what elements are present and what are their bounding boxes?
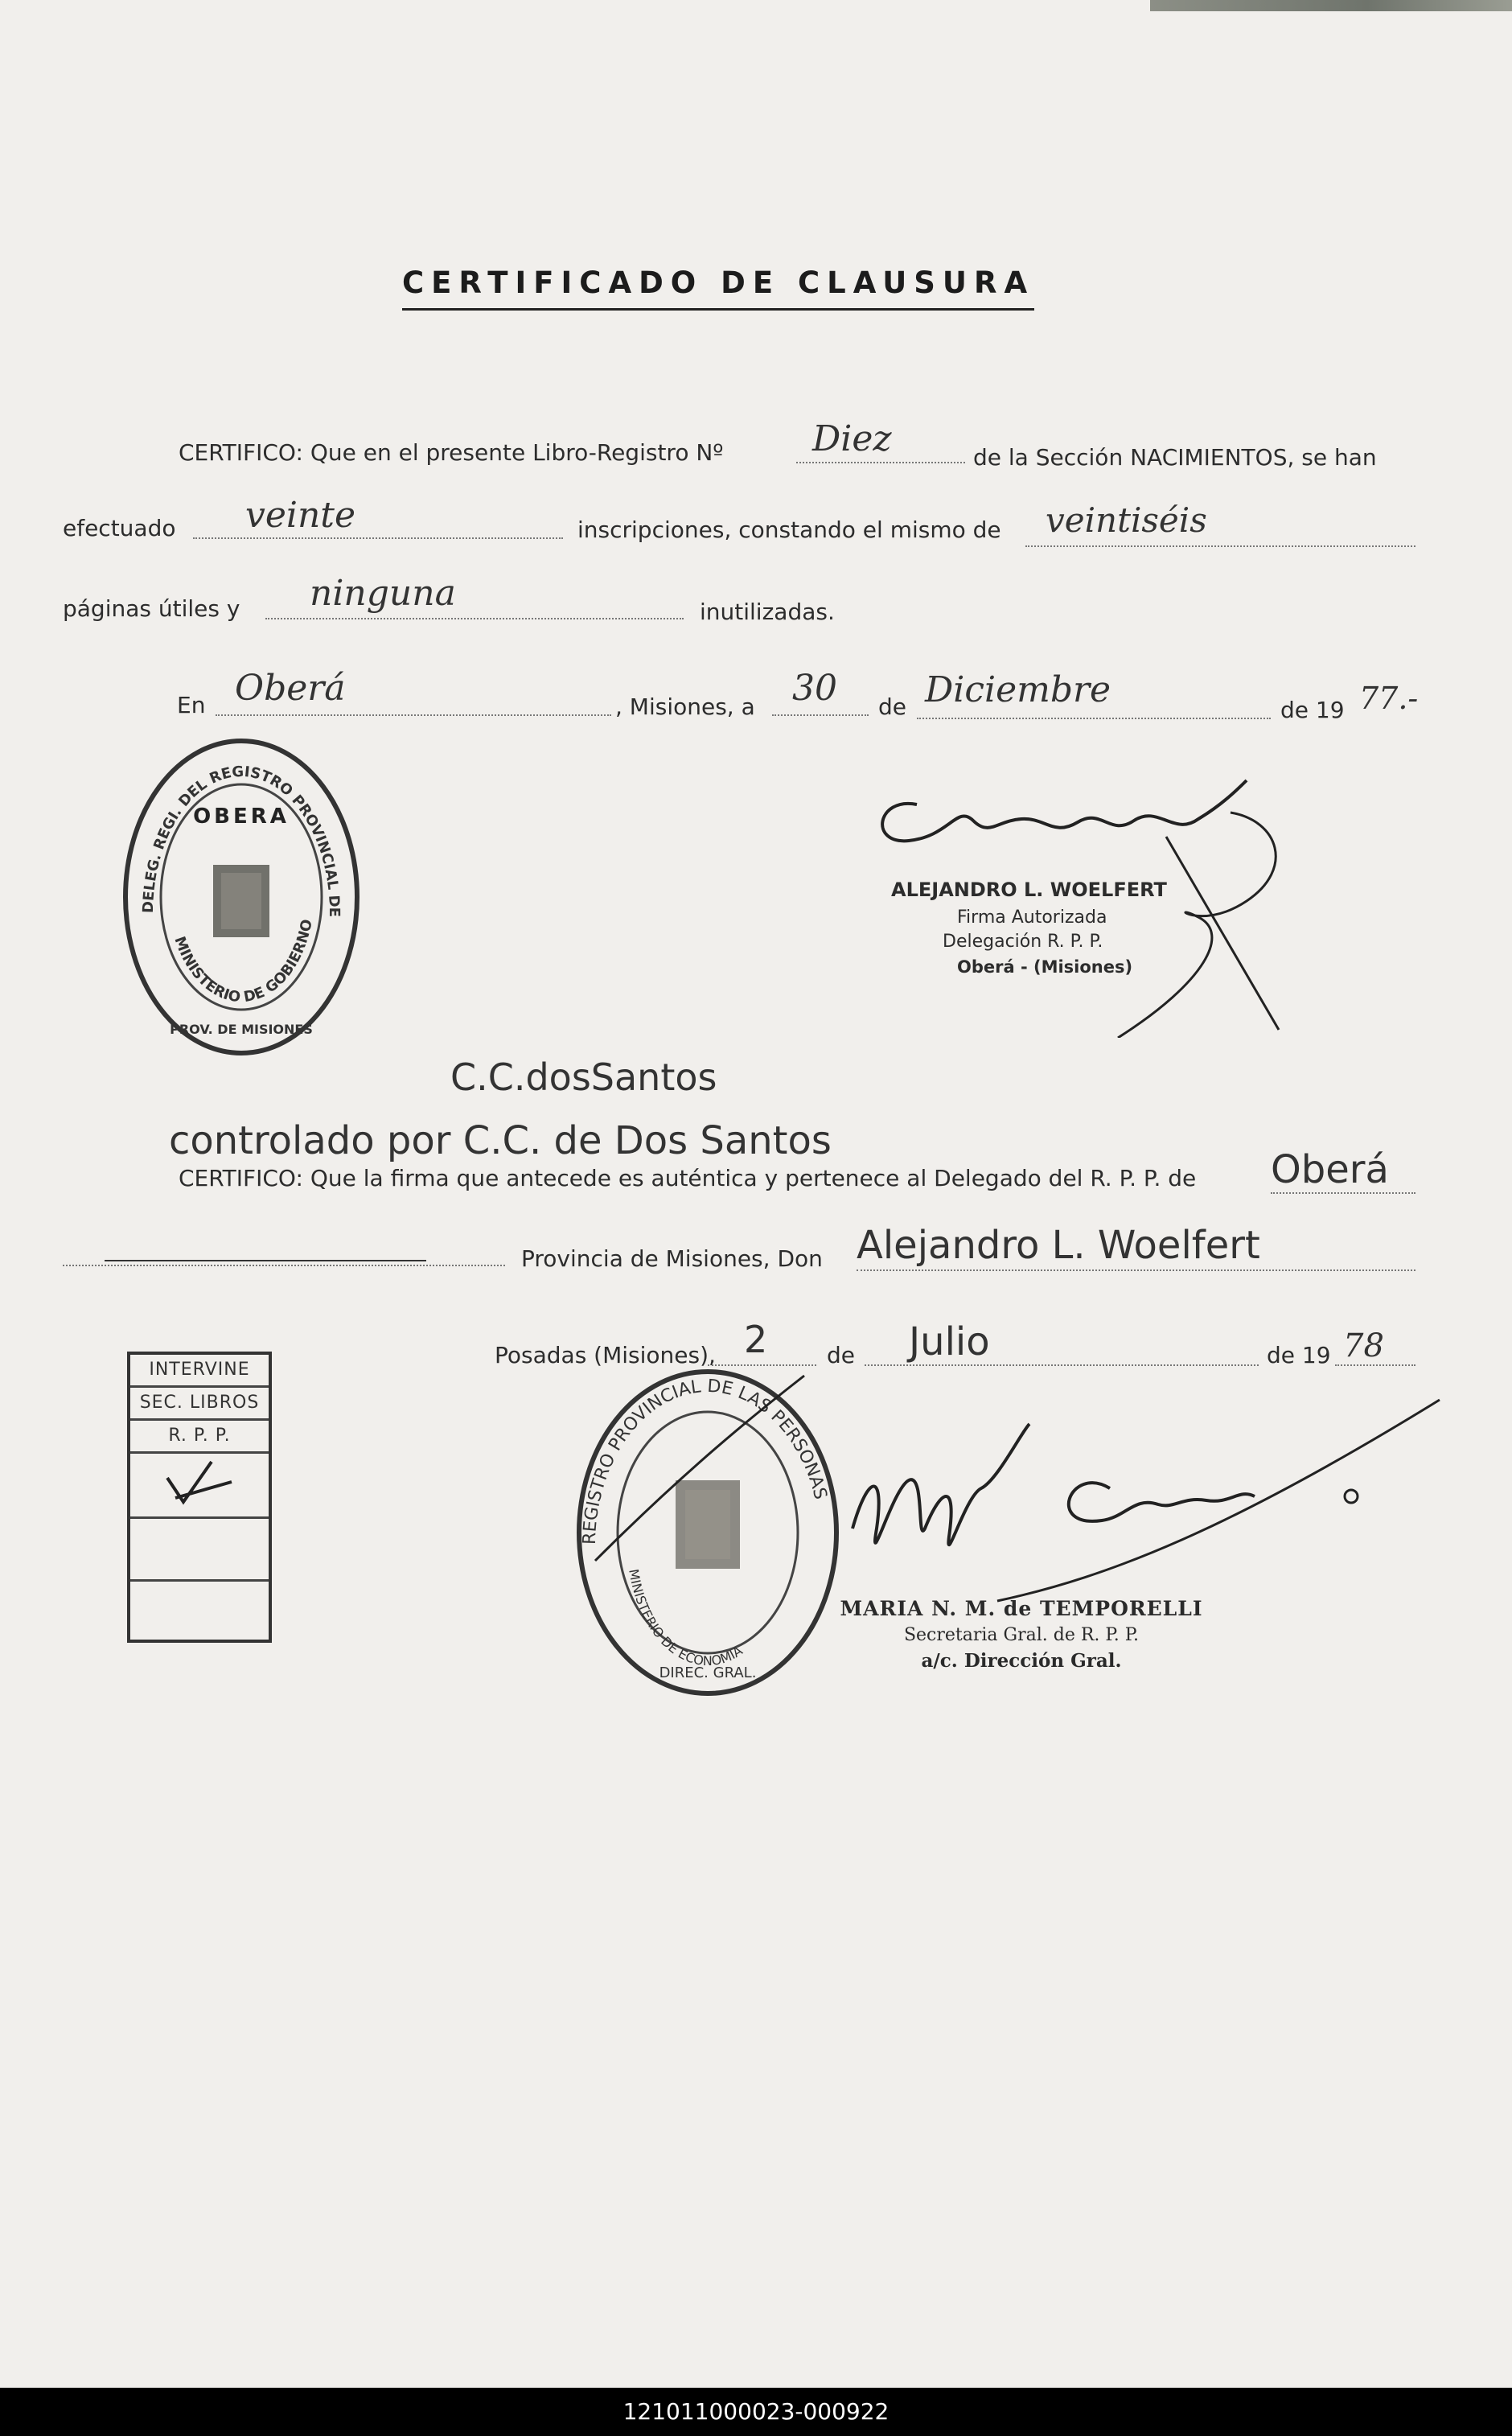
obera-seal-outer-text: DELEG. REGI. DEL REGISTRO PROVINCIAL DE (139, 763, 343, 918)
second-signatory-role: Secretaria Gral. de R. P. P. (903, 1625, 1140, 1645)
controlled-annotation: controlado por C.C. de Dos Santos (169, 1118, 832, 1163)
cert2-de-1: de (827, 1342, 855, 1368)
cert2-year-prefix: de 19 (1267, 1342, 1331, 1368)
date-de-1: de (878, 693, 906, 720)
entries-count: veinte (245, 495, 356, 536)
cert2-place: Posadas (Misiones), (495, 1342, 716, 1368)
month-value: Diciembre (925, 669, 1111, 710)
initials-annotation: C.C.dosSantos (450, 1055, 717, 1099)
document-id-footer: 121011000023-000922 (0, 2388, 1512, 2436)
province-line-dotted (63, 1265, 505, 1266)
intervention-empty-cell (130, 1519, 269, 1582)
document-title: CERTIFICADO DE CLAUSURA (402, 265, 1034, 311)
year-suffix: 77.- (1359, 681, 1419, 716)
second-signatory-name: MARIA N. M. de TEMPORELLI (840, 1597, 1203, 1620)
second-signatory-office: a/c. Dirección Gral. (921, 1650, 1122, 1672)
intervention-row-3: R. P. P. (130, 1421, 269, 1454)
cert1-line3-prefix: páginas útiles y (63, 595, 240, 622)
day-value: 30 (792, 668, 837, 709)
posadas-seal-bottom-text: DIREC. GRAL. (659, 1664, 757, 1681)
obera-seal-inner-text: MINISTERIO DE GOBIERNO (171, 917, 316, 1006)
pages-count: veintiséis (1046, 500, 1207, 540)
first-signatory-role: Firma Autorizada (957, 907, 1107, 928)
delegate-name-line (857, 1269, 1415, 1271)
month-line (917, 718, 1271, 719)
cert2-line1: CERTIFICO: Que la firma que antecede es auténtica y pertenece al Delegado del R. P. P. de (179, 1165, 1197, 1191)
cert2-day: 2 (744, 1318, 768, 1361)
obera-seal (121, 736, 362, 1058)
intervention-row-2: SEC. LIBROS (130, 1388, 269, 1421)
voided-line (265, 618, 684, 619)
year-prefix: de 19 (1280, 697, 1345, 723)
obera-seal-top-text: OBERA (193, 804, 290, 829)
posadas-seal-inner-text: MINISTERIO DE ECONOMIA (626, 1567, 746, 1669)
book-number: Diez (812, 418, 892, 459)
first-signatory-office: Delegación R. P. P. (943, 932, 1103, 952)
cert1-line2-middle: inscripciones, constando el mismo de (577, 516, 1001, 543)
cert2-year-suffix: 78 (1343, 1327, 1384, 1364)
cert2-year-line (1335, 1364, 1415, 1366)
first-signatory-name: ALEJANDRO L. WOELFERT (891, 879, 1167, 901)
intervention-box (127, 1352, 272, 1643)
obera-seal-bottom-text: PROV. DE MISIONES (170, 1022, 313, 1037)
entries-line (193, 537, 563, 539)
delegation-place-line (1271, 1192, 1415, 1194)
cert2-line2: Provincia de Misiones, Don (521, 1245, 823, 1272)
second-signatory-block (836, 1597, 1206, 1672)
cert2-month: Julio (909, 1319, 990, 1364)
intervention-row-1: INTERVINE (130, 1355, 269, 1388)
voided-count: ninguna (310, 573, 456, 614)
place-line (216, 714, 611, 716)
cert1-line2-prefix: efectuado (63, 515, 176, 541)
woelfert-signature (861, 772, 1311, 1038)
delegate-name: Alejandro L. Woelfert (857, 1223, 1260, 1268)
place-prefix: En (177, 692, 206, 718)
delegation-place: Oberá (1271, 1147, 1389, 1192)
cert2-month-line (865, 1364, 1259, 1366)
binder-edge (1150, 0, 1512, 11)
day-line (772, 714, 869, 716)
cert1-line3-suffix: inutilizadas. (700, 599, 835, 625)
place-middle: , Misiones, a (615, 693, 755, 720)
posadas-seal-outer-text: REGISTRO PROVINCIAL DE LAS PERSONAS (579, 1376, 831, 1545)
place-name: Oberá (235, 668, 346, 709)
book-number-line (796, 462, 965, 463)
province-line-solid (105, 1260, 426, 1261)
pages-line (1025, 545, 1415, 547)
cert1-line1-prefix: CERTIFICO: Que en el presente Libro-Registro Nº (179, 439, 724, 466)
cert1-line1-suffix: de la Sección NACIMIENTOS, se han (973, 444, 1377, 471)
intervention-check-cell (130, 1454, 269, 1519)
first-signatory-location: Oberá - (Misiones) (957, 957, 1133, 977)
